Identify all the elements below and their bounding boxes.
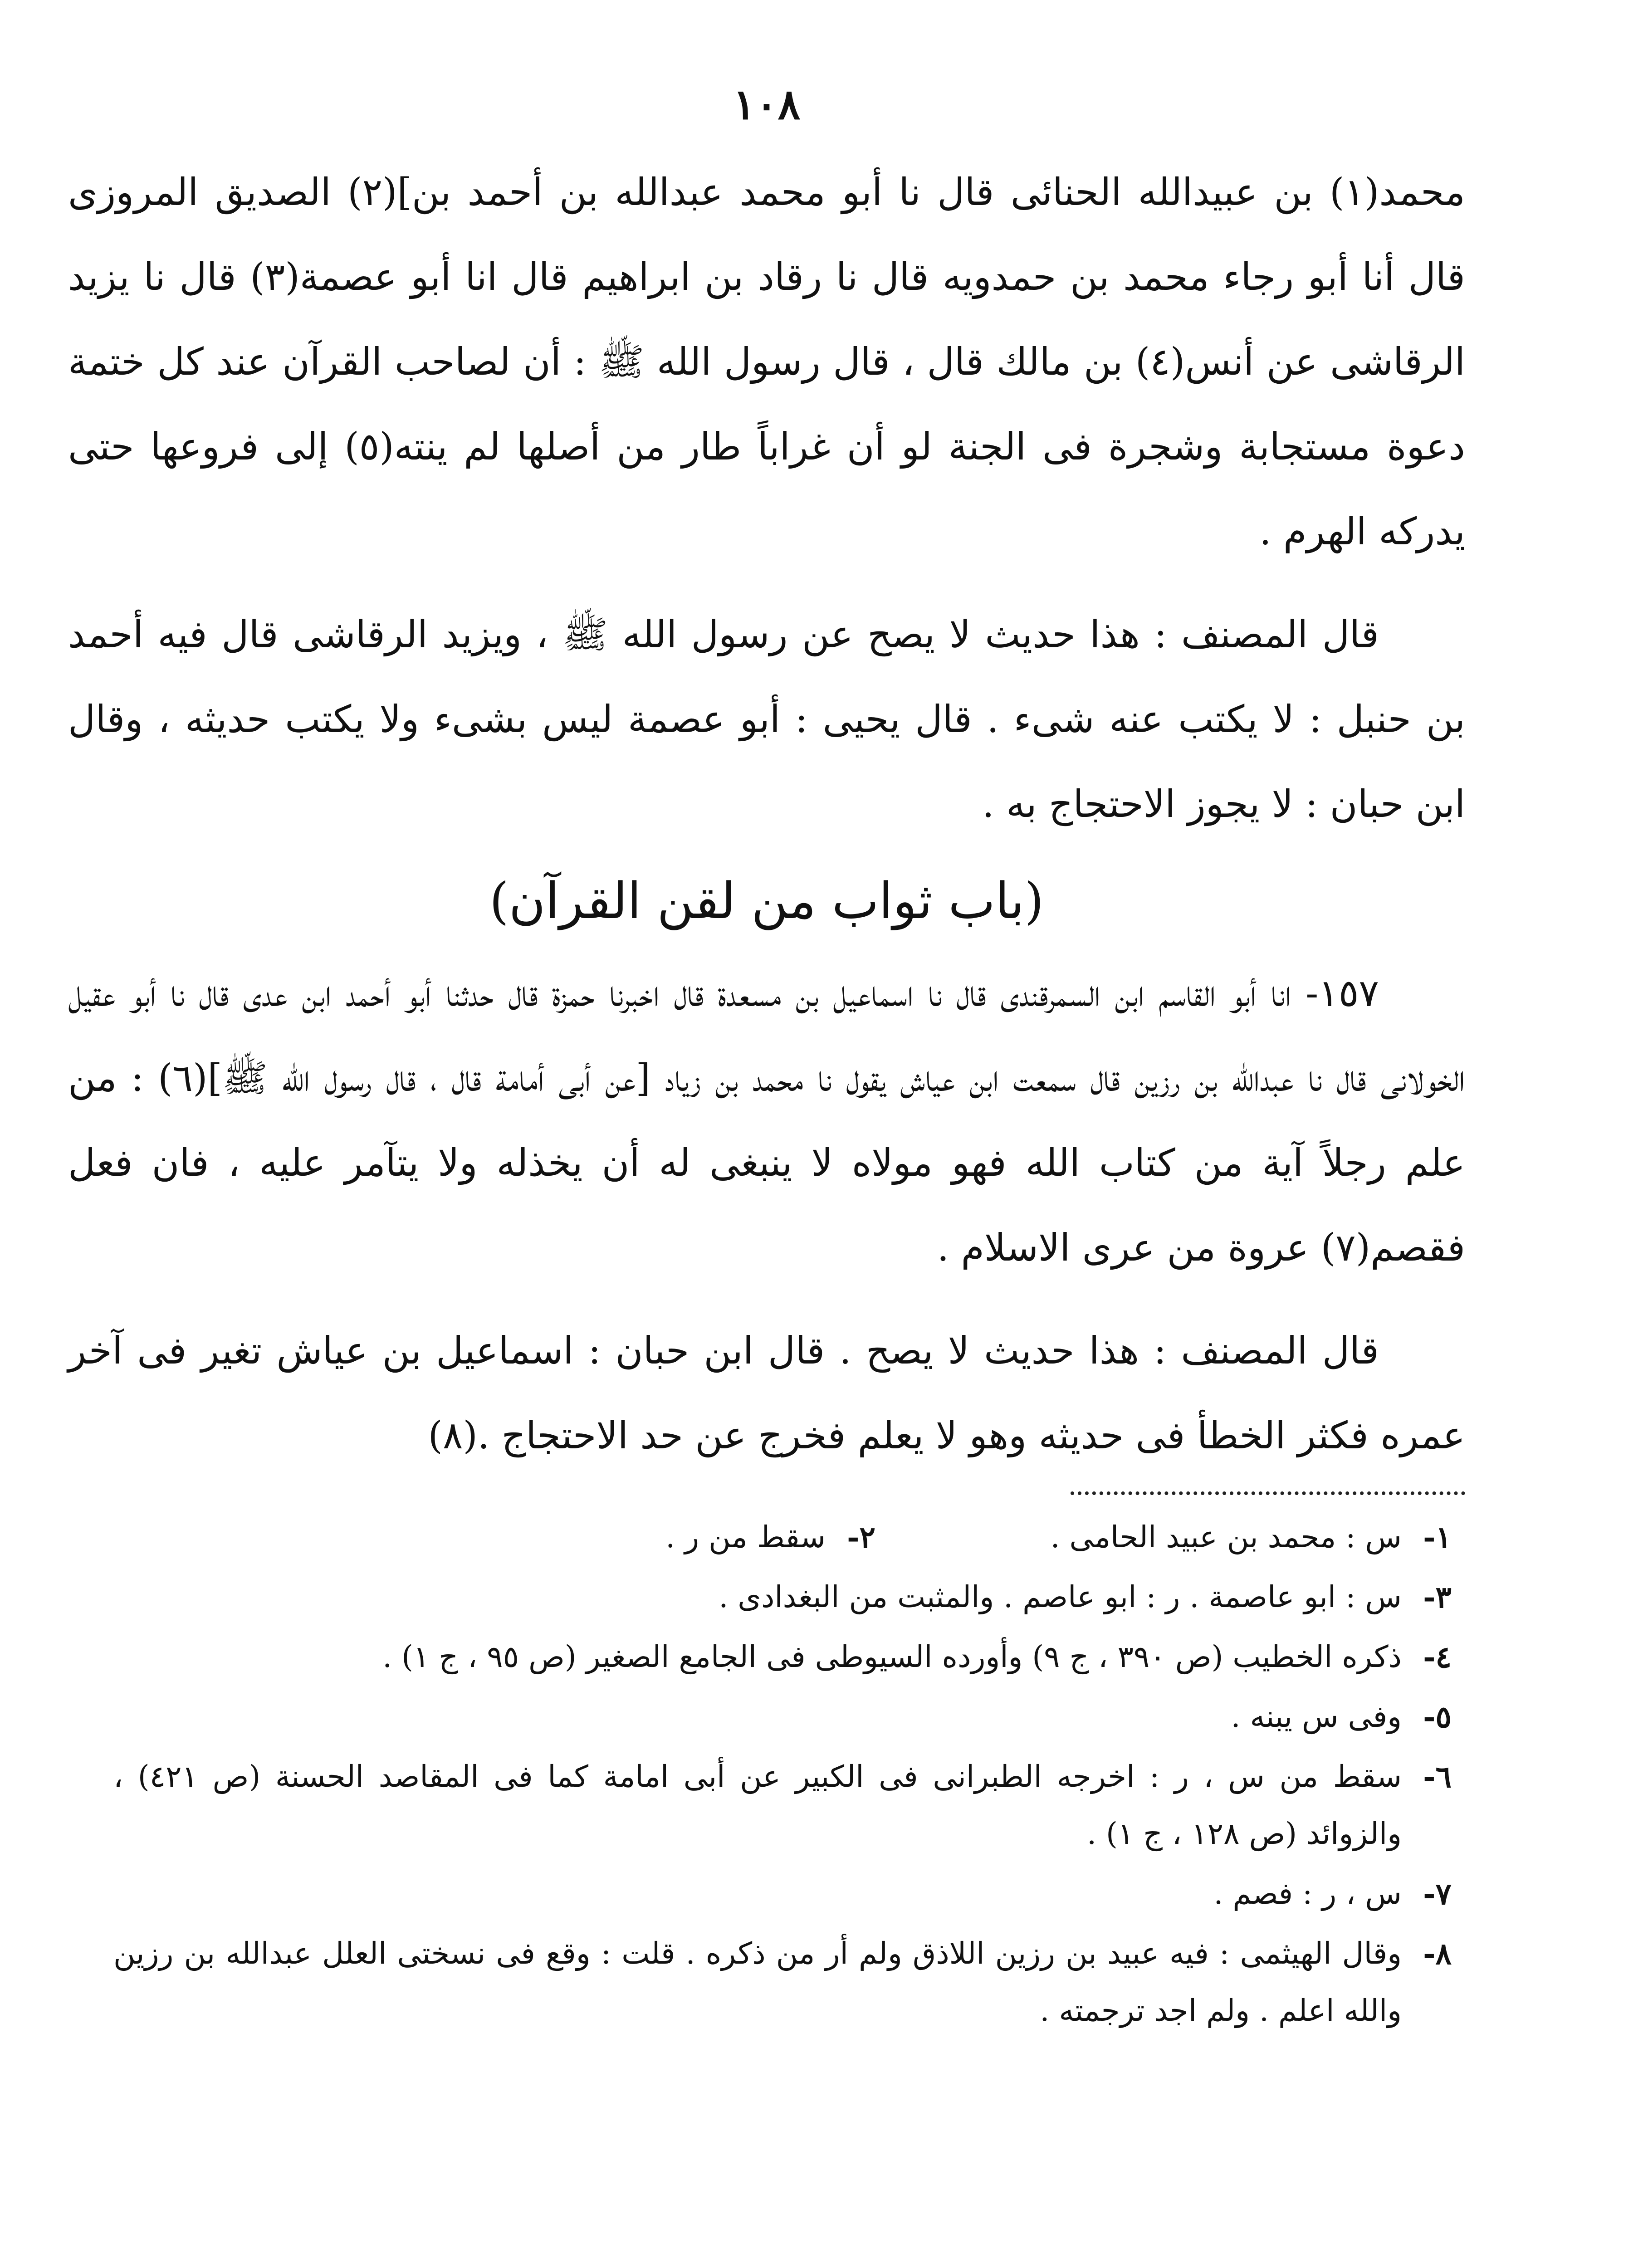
hadith-157-paragraph: ١٥٧- انا أبو القاسم ابن السمرقندى قال نا اسماعيل بن مسعدة قال اخبرنا حمزة قال حدثنا أبو أحمد ابن عدى قال نا أبو عقيل الخولانى قال نا عبدالله بن رزين قال سمعت ابن عياش يقول نا محمد بن زياد [عن أبى أمامة قال ، قال رسول الله ﷺ](٦) : من علم رجلاً آية من كتاب الله فهو مولاه لا ينبغى له أن يخذله ولا يتآمر عليه ، فان فعل فقصم(٧) عروة من عرى الاسلام .	[68, 971, 1465, 1270]
footnote-number: ١-	[1423, 1520, 1452, 1555]
footnote-item	[68, 1865, 1452, 1922]
footnote-text: س ، ر : فصم .	[1213, 1876, 1402, 1911]
footnote-text: سقط من ر .	[665, 1520, 826, 1554]
footnote-text: ذكره الخطيب (ص ٣٩٠ ، ج ٩) وأورده السيوطى فى الجامع الصغير (ص ٩٥ ، ج ١) .	[382, 1639, 1402, 1674]
footnote-item	[68, 1569, 1452, 1626]
footnote-separator	[1071, 1491, 1465, 1495]
footnote-number: ٤-	[1423, 1639, 1452, 1675]
footnote-item	[68, 1688, 1452, 1745]
author-comment-paragraph: قال المصنف : هذا حديث لا يصح عن رسول الله ﷺ ، ويزيد الرقاشى قال فيه أحمد بن حنبل : لا يكتب عنه شىء . قال يحيى : أبو عصمة ليس بشىء ولا يكتب حديثه ، وقال ابن حبان : لا يجوز الاحتجاج به .	[68, 612, 1465, 826]
footnote-number: ٢-	[847, 1520, 875, 1555]
footnote-text: سقط من س ، ر : اخرجه الطبرانى فى الكبير عن أبى امامة كما فى المقاصد الحسنة (ص ٤٢١) ، والزوائد (ص ١٢٨ ، ج ١) .	[113, 1759, 1402, 1851]
footnote-number: ٣-	[1423, 1579, 1452, 1615]
footnote-item	[665, 1509, 875, 1566]
footnote-number: ٦-	[1423, 1759, 1452, 1794]
footnote-item	[68, 1748, 1452, 1862]
footnote-text: وفى س يبنه .	[1231, 1699, 1402, 1734]
footnote-text: وقال الهيثمى : فيه عبيد بن رزين اللاذق ولم أر من ذكره . قلت : وقع فى نسختى العلل عبدالله بن رزين والله اعلم . ولم اجد ترجمته .	[113, 1936, 1402, 2028]
footnote-number: ٧-	[1423, 1876, 1452, 1911]
footnote-item	[68, 1925, 1452, 2039]
footnote-item	[68, 1628, 1452, 1686]
footnotes	[68, 1509, 1465, 2039]
book-page	[68, 77, 1465, 2268]
footnote-item	[875, 1509, 1452, 1566]
page-number: ١٠٨	[733, 80, 801, 129]
footnote-number: ٥-	[1423, 1699, 1452, 1735]
footnote-text: س : محمد بن عبيد الحامى .	[1050, 1520, 1402, 1554]
footnote-number: ٨-	[1423, 1936, 1452, 1971]
chapter-title: (باب ثواب من لقن القرآن)	[489, 872, 1044, 930]
footnote-text: س : ابو عاصمة . ر : ابو عاصم . والمثبت من البغدادى .	[719, 1579, 1402, 1614]
author-comment-paragraph: قال المصنف : هذا حديث لا يصح . قال ابن حبان : اسماعيل بن عياش تغير فى آخر عمره فكثر الخطأ فى حديثه وهو لا يعلم فخرج عن حد الاحتجاج .(٨)	[68, 1329, 1465, 1457]
hadith-paragraph: محمد(١) بن عبيدالله الحنائى قال نا أبو محمد عبدالله بن أحمد بن](٢) الصديق المروزى قال أنا أبو رجاء محمد بن حمدويه قال نا رقاد بن ابراهيم قال انا أبو عصمة(٣) قال نا يزيد الرقاشى عن أنس(٤) بن مالك قال ، قال رسول الله ﷺ : أن لصاحب القرآن عند كل ختمة دعوة مستجابة وشجرة فى الجنة لو أن غراباً طار من أصلها لم ينته(٥) إلى فروعها حتى يدركه الهرم .	[68, 170, 1465, 553]
footnote-pair	[68, 1509, 1452, 1566]
